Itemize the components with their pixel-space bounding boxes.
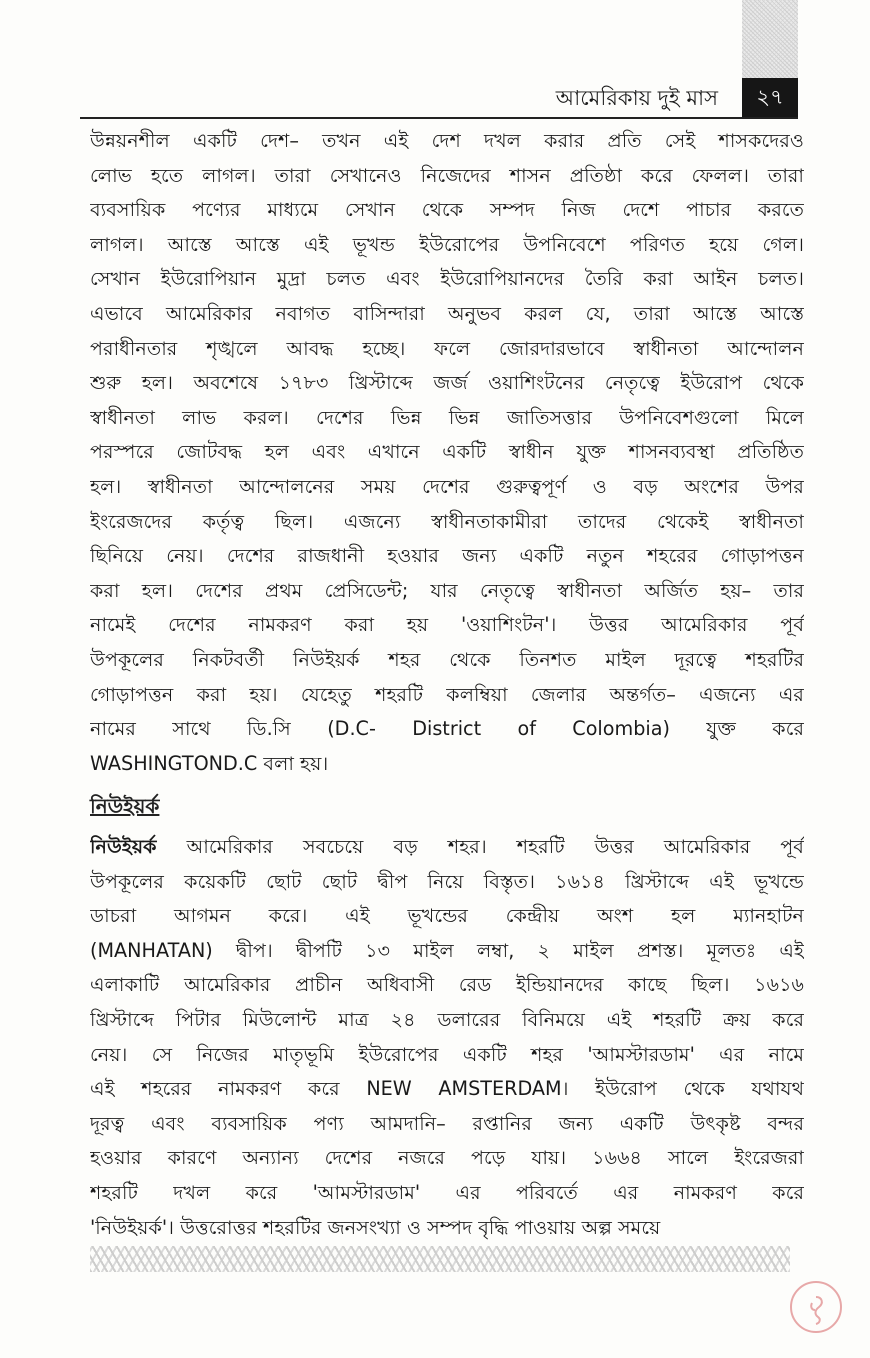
text-line: ব্যবসায়িক পণ্যের মাধ্যমে সেখান থেকে সম্পদ নিজ দেশে পাচার করতে — [90, 198, 804, 222]
text-line: লোভ হতে লাগল। তারা সেখানেও নিজেদের শাসন প্রতিষ্ঠা করে ফেলল। তারা — [90, 163, 804, 187]
text-line: WASHINGTOND.C বলা হয়। — [90, 751, 329, 775]
text-line: সেখান ইউরোপিয়ান মুদ্রা চলত এবং ইউরোপিয়ানদের তৈরি করা আইন চলত। — [90, 267, 804, 291]
text-line: উপকূলের কয়েকটি ছোট ছোট দ্বীপ নিয়ে বিস্তৃত। ১৬১৪ খ্রিস্টাব্দে এই ভূখন্ডে — [90, 869, 804, 893]
text-line: হওয়ার কারণে অন্যান্য দেশের নজরে পড়ে যায়। ১৬৬৪ সালে ইংরেজরা — [90, 1146, 804, 1170]
text-line: নেয়। সে নিজের মাতৃভূমি ইউরোপের একটি শহর 'আমস্টারডাম' এর নামে — [90, 1042, 804, 1066]
text-line: ইংরেজদের কর্তৃত্ব ছিল। এজন্যে স্বাধীনতাকামীরা তাদের থেকেই স্বাধীনতা — [90, 509, 804, 533]
text-line: লাগল। আস্তে আস্তে এই ভূখন্ড ইউরোপের উপনিবেশে পরিণত হয়ে গেল। — [90, 232, 804, 256]
text-line: এলাকাটি আমেরিকার প্রাচীন অধিবাসী রেড ইন্ডিয়ানদের কাছে ছিল। ১৬১৬ — [90, 973, 804, 997]
text-line: পরাধীনতার শৃঙ্খলে আবদ্ধ হচ্ছে। ফলে জোরদারভাবে স্বাধীনতা আন্দোলন — [90, 336, 804, 360]
running-head — [0, 78, 800, 118]
lead-rest: আমেরিকার সবচেয়ে বড় শহর। শহরটি উত্তর আমেরিকার পূর্ব — [156, 835, 804, 858]
text-line: (MANHATAN) দ্বীপ। দ্বীপটি ১৩ মাইল লম্বা, ২ মাইল প্রশস্ত। মূলতঃ এই — [90, 938, 804, 962]
text-line: নামের সাথে ডি.সি (D.C- District of Colombia) যুক্ত করে — [90, 717, 804, 741]
paragraph-2 — [90, 830, 804, 1245]
text-line: 'নিউইয়র্ক'। উত্তরোত্তর শহরটির জনসংখ্যা ও সম্পদ বৃদ্ধি পাওয়ায় অল্প সময়ে — [90, 1215, 661, 1239]
header-rule — [80, 117, 798, 119]
text-line — [90, 830, 804, 865]
text-line: শুরু হল। অবশেষে ১৭৮৩ খ্রিস্টাব্দে জর্জ ওয়াশিংটনের নেতৃত্বে ইউরোপ থেকে — [90, 371, 804, 395]
footer-ornament — [90, 1246, 790, 1272]
stamp-glyph-icon — [792, 1283, 844, 1335]
section-heading: নিউইয়র্ক — [90, 794, 160, 818]
paragraph-1 — [90, 124, 804, 781]
text-line: খ্রিস্টাব্দে পিটার মিউলোন্ট মাত্র ২৪ ডলারের বিনিময়ে এই শহরটি ক্রয় করে — [90, 1007, 804, 1031]
corner-texture — [742, 0, 798, 78]
text-line: ছিনিয়ে নেয়। দেশের রাজধানী হওয়ার জন্য একটি নতুন শহরের গোড়াপত্তন — [90, 544, 804, 568]
running-title: আমেরিকায় দুই মাস — [555, 86, 718, 110]
text-line: শহরটি দখল করে 'আমস্টারডাম' এর পরিবর্তে এর নামকরণ করে — [90, 1180, 804, 1204]
text-line: পরস্পরে জোটবদ্ধ হল এবং এখানে একটি স্বাধীন যুক্ত শাসনব্যবস্থা প্রতিষ্ঠিত — [90, 440, 804, 464]
text-line: উন্নয়নশীল একটি দেশ– তখন এই দেশ দখল করার প্রতি সেই শাসকদেরও — [90, 129, 804, 152]
text-line: করা হল। দেশের প্রথম প্রেসিডেন্ট; যার নেতৃত্বে স্বাধীনতা অর্জিত হয়– তার — [90, 578, 804, 602]
text-line: এভাবে আমেরিকার নবাগত বাসিন্দারা অনুভব করল যে, তারা আস্তে আস্তে — [90, 301, 804, 325]
text-line: গোড়াপত্তন করা হয়। যেহেতু শহরটি কলম্বিয়া জেলার অন্তর্গত– এজন্যে এর — [90, 682, 804, 706]
lead-bold: নিউইয়র্ক — [90, 835, 157, 858]
stamp-logo-icon — [790, 1281, 842, 1333]
text-line: ডাচরা আগমন করে। এই ভূখন্ডের কেন্দ্রীয় অংশ হল ম্যানহাটন — [90, 904, 804, 928]
text-line: এই শহরের নামকরণ করে NEW AMSTERDAM। ইউরোপ থেকে যথাযথ — [90, 1077, 804, 1101]
text-line: দূরত্ব এবং ব্যবসায়িক পণ্য আমদানি– রপ্তানির জন্য একটি উৎকৃষ্ট বন্দর — [90, 1111, 804, 1135]
text-line: নামেই দেশের নামকরণ করা হয় 'ওয়াশিংটন'। উত্তর আমেরিকার পূর্ব — [90, 613, 804, 637]
text-line: হল। স্বাধীনতা আন্দোলনের সময় দেশের গুরুত্বপূর্ণ ও বড় অংশের উপর — [90, 474, 804, 498]
text-line: স্বাধীনতা লাভ করল। দেশের ভিন্ন ভিন্ন জাতিসত্তার উপনিবেশগুলো মিলে — [90, 405, 804, 429]
text-line: উপকূলের নিকটবর্তী নিউইয়র্ক শহর থেকে তিনশত মাইল দূরত্বে শহরটির — [90, 647, 804, 671]
page-number: ২৭ — [742, 78, 798, 118]
